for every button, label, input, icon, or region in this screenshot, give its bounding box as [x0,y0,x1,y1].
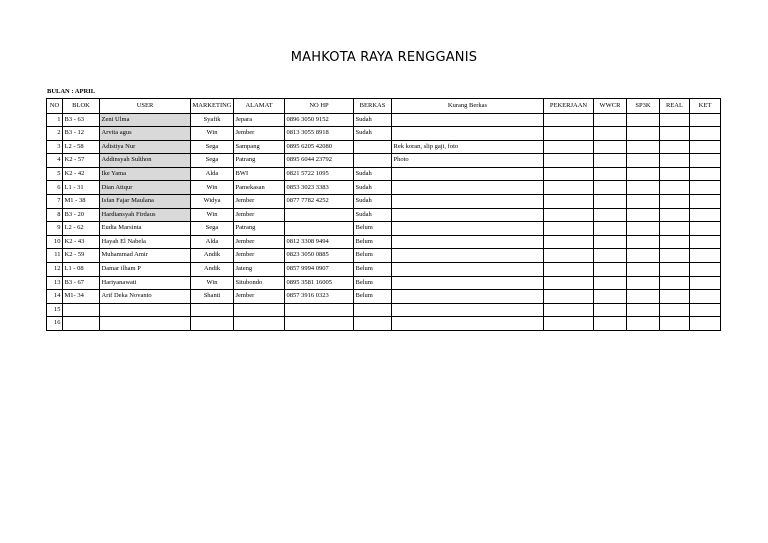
phone-cell [285,222,354,236]
kurang-berkas-cell [392,195,544,209]
berkas-cell: Belum [354,235,392,249]
kurang-berkas-cell [392,317,544,331]
phone-cell: 0853 3023 3383 [285,181,354,195]
table-row [47,276,721,290]
column-header: USER [100,99,191,114]
phone-cell: 0857 3916 0323 [285,290,354,304]
row-number: 15 [47,303,63,317]
pekerjaan-cell [544,195,594,209]
row-number: 4 [47,154,63,168]
column-header: MARKETING [191,99,234,114]
user-cell: Eudia Marsinta [100,222,191,236]
marketing-cell: Win [191,276,234,290]
real-cell [660,222,690,236]
ket-cell [690,195,721,209]
column-header: NO [47,99,63,114]
phone-cell [285,208,354,222]
blok-cell: B3 - 63 [63,113,100,127]
user-cell: Arvita agus [100,127,191,141]
user-cell: Addinsyah Sulthon [100,154,191,168]
ket-cell [690,317,721,331]
user-cell [100,303,191,317]
sp3k-cell [627,276,660,290]
pekerjaan-cell [544,181,594,195]
marketing-cell [191,317,234,331]
phone-cell: 0821 5722 1095 [285,167,354,181]
row-number: 11 [47,249,63,263]
blok-cell: B3 - 20 [63,208,100,222]
alamat-cell: Patrang [234,222,285,236]
alamat-cell: Jateng [234,263,285,277]
berkas-cell: Sudah [354,208,392,222]
alamat-cell: Jepara [234,113,285,127]
row-number: 10 [47,235,63,249]
ket-cell [690,276,721,290]
sp3k-cell [627,208,660,222]
real-cell [660,317,690,331]
berkas-cell: Belum [354,290,392,304]
row-number: 8 [47,208,63,222]
sp3k-cell [627,290,660,304]
pekerjaan-cell [544,249,594,263]
kurang-berkas-cell [392,263,544,277]
sp3k-cell [627,317,660,331]
blok-cell: L1 - 08 [63,263,100,277]
berkas-cell: Belum [354,276,392,290]
berkas-cell: Belum [354,263,392,277]
table-row [47,317,721,331]
user-cell [100,317,191,331]
ket-cell [690,263,721,277]
row-number: 9 [47,222,63,236]
kurang-berkas-cell [392,249,544,263]
blok-cell: B3 - 12 [63,127,100,141]
wwcr-cell [594,181,627,195]
alamat-cell [234,303,285,317]
phone-cell [285,317,354,331]
row-number: 2 [47,127,63,141]
column-header: Kurang Berkas [392,99,544,114]
marketing-cell [191,303,234,317]
wwcr-cell [594,140,627,154]
ket-cell [690,181,721,195]
user-cell: Zeni Ulma [100,113,191,127]
pekerjaan-cell [544,127,594,141]
kurang-berkas-cell [392,222,544,236]
sp3k-cell [627,181,660,195]
ket-cell [690,222,721,236]
pekerjaan-cell [544,140,594,154]
marketing-cell: Widya [191,195,234,209]
table-row [47,222,721,236]
table-row [47,249,721,263]
real-cell [660,127,690,141]
kurang-berkas-cell [392,113,544,127]
row-number: 12 [47,263,63,277]
blok-cell: M1- 34 [63,290,100,304]
table-row [47,303,721,317]
wwcr-cell [594,235,627,249]
ket-cell [690,303,721,317]
table-row [47,195,721,209]
sp3k-cell [627,263,660,277]
table-row [47,290,721,304]
real-cell [660,263,690,277]
wwcr-cell [594,127,627,141]
column-header: BERKAS [354,99,392,114]
column-header: NO HP [285,99,354,114]
wwcr-cell [594,195,627,209]
alamat-cell: Patrang [234,154,285,168]
phone-cell: 0823 3050 0885 [285,249,354,263]
column-header: PEKERJAAN [544,99,594,114]
sp3k-cell [627,222,660,236]
marketing-cell: Alda [191,167,234,181]
user-cell: Ike Yama [100,167,191,181]
pekerjaan-cell [544,317,594,331]
table-row [47,181,721,195]
real-cell [660,195,690,209]
alamat-cell: Jember [234,249,285,263]
real-cell [660,181,690,195]
sp3k-cell [627,235,660,249]
berkas-cell [354,154,392,168]
sp3k-cell [627,195,660,209]
pekerjaan-cell [544,290,594,304]
alamat-cell: Sampang [234,140,285,154]
marketing-cell: Win [191,127,234,141]
berkas-cell [354,140,392,154]
wwcr-cell [594,154,627,168]
blok-cell: L2 - 58 [63,140,100,154]
ket-cell [690,140,721,154]
pekerjaan-cell [544,113,594,127]
wwcr-cell [594,222,627,236]
kurang-berkas-cell [392,208,544,222]
blok-cell [63,317,100,331]
phone-cell: 0877 7782 4252 [285,195,354,209]
phone-cell: 0895 6205 42080 [285,140,354,154]
kurang-berkas-cell [392,276,544,290]
kurang-berkas-cell: Photo [392,154,544,168]
alamat-cell: Jember [234,195,285,209]
berkas-cell: Sudah [354,181,392,195]
blok-cell: K2 - 57 [63,154,100,168]
ket-cell [690,113,721,127]
marketing-cell: Sega [191,222,234,236]
sp3k-cell [627,303,660,317]
data-table [46,98,721,331]
phone-cell: 0812 3308 9494 [285,235,354,249]
marketing-cell: Win [191,208,234,222]
row-number: 3 [47,140,63,154]
pekerjaan-cell [544,208,594,222]
real-cell [660,167,690,181]
table-row [47,113,721,127]
marketing-cell: Andik [191,249,234,263]
phone-cell [285,303,354,317]
marketing-cell: Shanti [191,290,234,304]
marketing-cell: Syafik [191,113,234,127]
blok-cell: K2 - 42 [63,167,100,181]
user-cell: Hardiansyah Firdaus [100,208,191,222]
ket-cell [690,127,721,141]
berkas-cell [354,303,392,317]
user-cell: Arif Deka Novanto [100,290,191,304]
marketing-cell: Sega [191,140,234,154]
column-header: ALAMAT [234,99,285,114]
wwcr-cell [594,167,627,181]
alamat-cell: Pamekasan [234,181,285,195]
row-number: 1 [47,113,63,127]
user-cell: Isfan Fajar Maulana [100,195,191,209]
column-header: REAL [660,99,690,114]
column-header: WWCR [594,99,627,114]
blok-cell: K2 - 59 [63,249,100,263]
row-number: 6 [47,181,63,195]
sp3k-cell [627,154,660,168]
real-cell [660,249,690,263]
real-cell [660,113,690,127]
phone-cell: 0896 3050 9152 [285,113,354,127]
pekerjaan-cell [544,167,594,181]
kurang-berkas-cell [392,235,544,249]
blok-cell [63,303,100,317]
berkas-cell: Sudah [354,127,392,141]
ket-cell [690,290,721,304]
user-cell: Hayah El Nabela [100,235,191,249]
page-title: MAHKOTA RAYA RENGGANIS [290,50,478,65]
blok-cell: K2 - 43 [63,235,100,249]
table-row [47,235,721,249]
kurang-berkas-cell [392,303,544,317]
wwcr-cell [594,290,627,304]
pekerjaan-cell [544,235,594,249]
sp3k-cell [627,167,660,181]
alamat-cell: Situbondo [234,276,285,290]
table-row [47,154,721,168]
column-header: SP3K [627,99,660,114]
real-cell [660,290,690,304]
pekerjaan-cell [544,263,594,277]
sp3k-cell [627,249,660,263]
alamat-cell: Jember [234,127,285,141]
wwcr-cell [594,263,627,277]
marketing-cell: Andik [191,263,234,277]
alamat-cell [234,317,285,331]
sp3k-cell [627,127,660,141]
row-number: 5 [47,167,63,181]
kurang-berkas-cell [392,181,544,195]
kurang-berkas-cell [392,127,544,141]
phone-cell: 0857 9994 0907 [285,263,354,277]
berkas-cell [354,317,392,331]
table-row [47,127,721,141]
table-row [47,140,721,154]
marketing-cell: Win [191,181,234,195]
wwcr-cell [594,208,627,222]
user-cell: Hariyanawati [100,276,191,290]
phone-cell: 0813 3055 8918 [285,127,354,141]
column-header: KET [690,99,721,114]
real-cell [660,235,690,249]
ket-cell [690,235,721,249]
phone-cell: 0895 3581 16005 [285,276,354,290]
kurang-berkas-cell: Rek koran, slip gaji, foto [392,140,544,154]
ket-cell [690,249,721,263]
berkas-cell: Sudah [354,113,392,127]
table-row [47,208,721,222]
wwcr-cell [594,303,627,317]
user-cell: Dian Atiqur [100,181,191,195]
sp3k-cell [627,140,660,154]
berkas-cell: Belum [354,222,392,236]
kurang-berkas-cell [392,167,544,181]
pekerjaan-cell [544,154,594,168]
berkas-cell: Belum [354,249,392,263]
phone-cell: 0895 6044 23792 [285,154,354,168]
row-number: 14 [47,290,63,304]
wwcr-cell [594,317,627,331]
table-header-row [47,99,721,114]
user-cell: Damar ilham P [100,263,191,277]
marketing-cell: Sega [191,154,234,168]
blok-cell: L2 - 62 [63,222,100,236]
ket-cell [690,154,721,168]
real-cell [660,276,690,290]
real-cell [660,154,690,168]
pekerjaan-cell [544,303,594,317]
table-row [47,263,721,277]
alamat-cell: Jember [234,208,285,222]
ket-cell [690,208,721,222]
blok-cell: M1 - 38 [63,195,100,209]
user-cell: Muhammad Amir [100,249,191,263]
wwcr-cell [594,276,627,290]
berkas-cell: Sudah [354,167,392,181]
wwcr-cell [594,113,627,127]
row-number: 7 [47,195,63,209]
month-label: BULAN : APRIL [47,88,96,95]
table-row [47,167,721,181]
berkas-cell: Sudah [354,195,392,209]
blok-cell: B3 - 67 [63,276,100,290]
alamat-cell: Jember [234,290,285,304]
kurang-berkas-cell [392,290,544,304]
pekerjaan-cell [544,276,594,290]
real-cell [660,140,690,154]
column-header: BLOK [63,99,100,114]
blok-cell: L1 - 31 [63,181,100,195]
table-body [47,113,721,331]
alamat-cell: BWI [234,167,285,181]
real-cell [660,208,690,222]
user-cell: Adistiya Nur [100,140,191,154]
row-number: 16 [47,317,63,331]
wwcr-cell [594,249,627,263]
real-cell [660,303,690,317]
alamat-cell: Jember [234,235,285,249]
sp3k-cell [627,113,660,127]
marketing-cell: Alda [191,235,234,249]
ket-cell [690,167,721,181]
pekerjaan-cell [544,222,594,236]
row-number: 13 [47,276,63,290]
